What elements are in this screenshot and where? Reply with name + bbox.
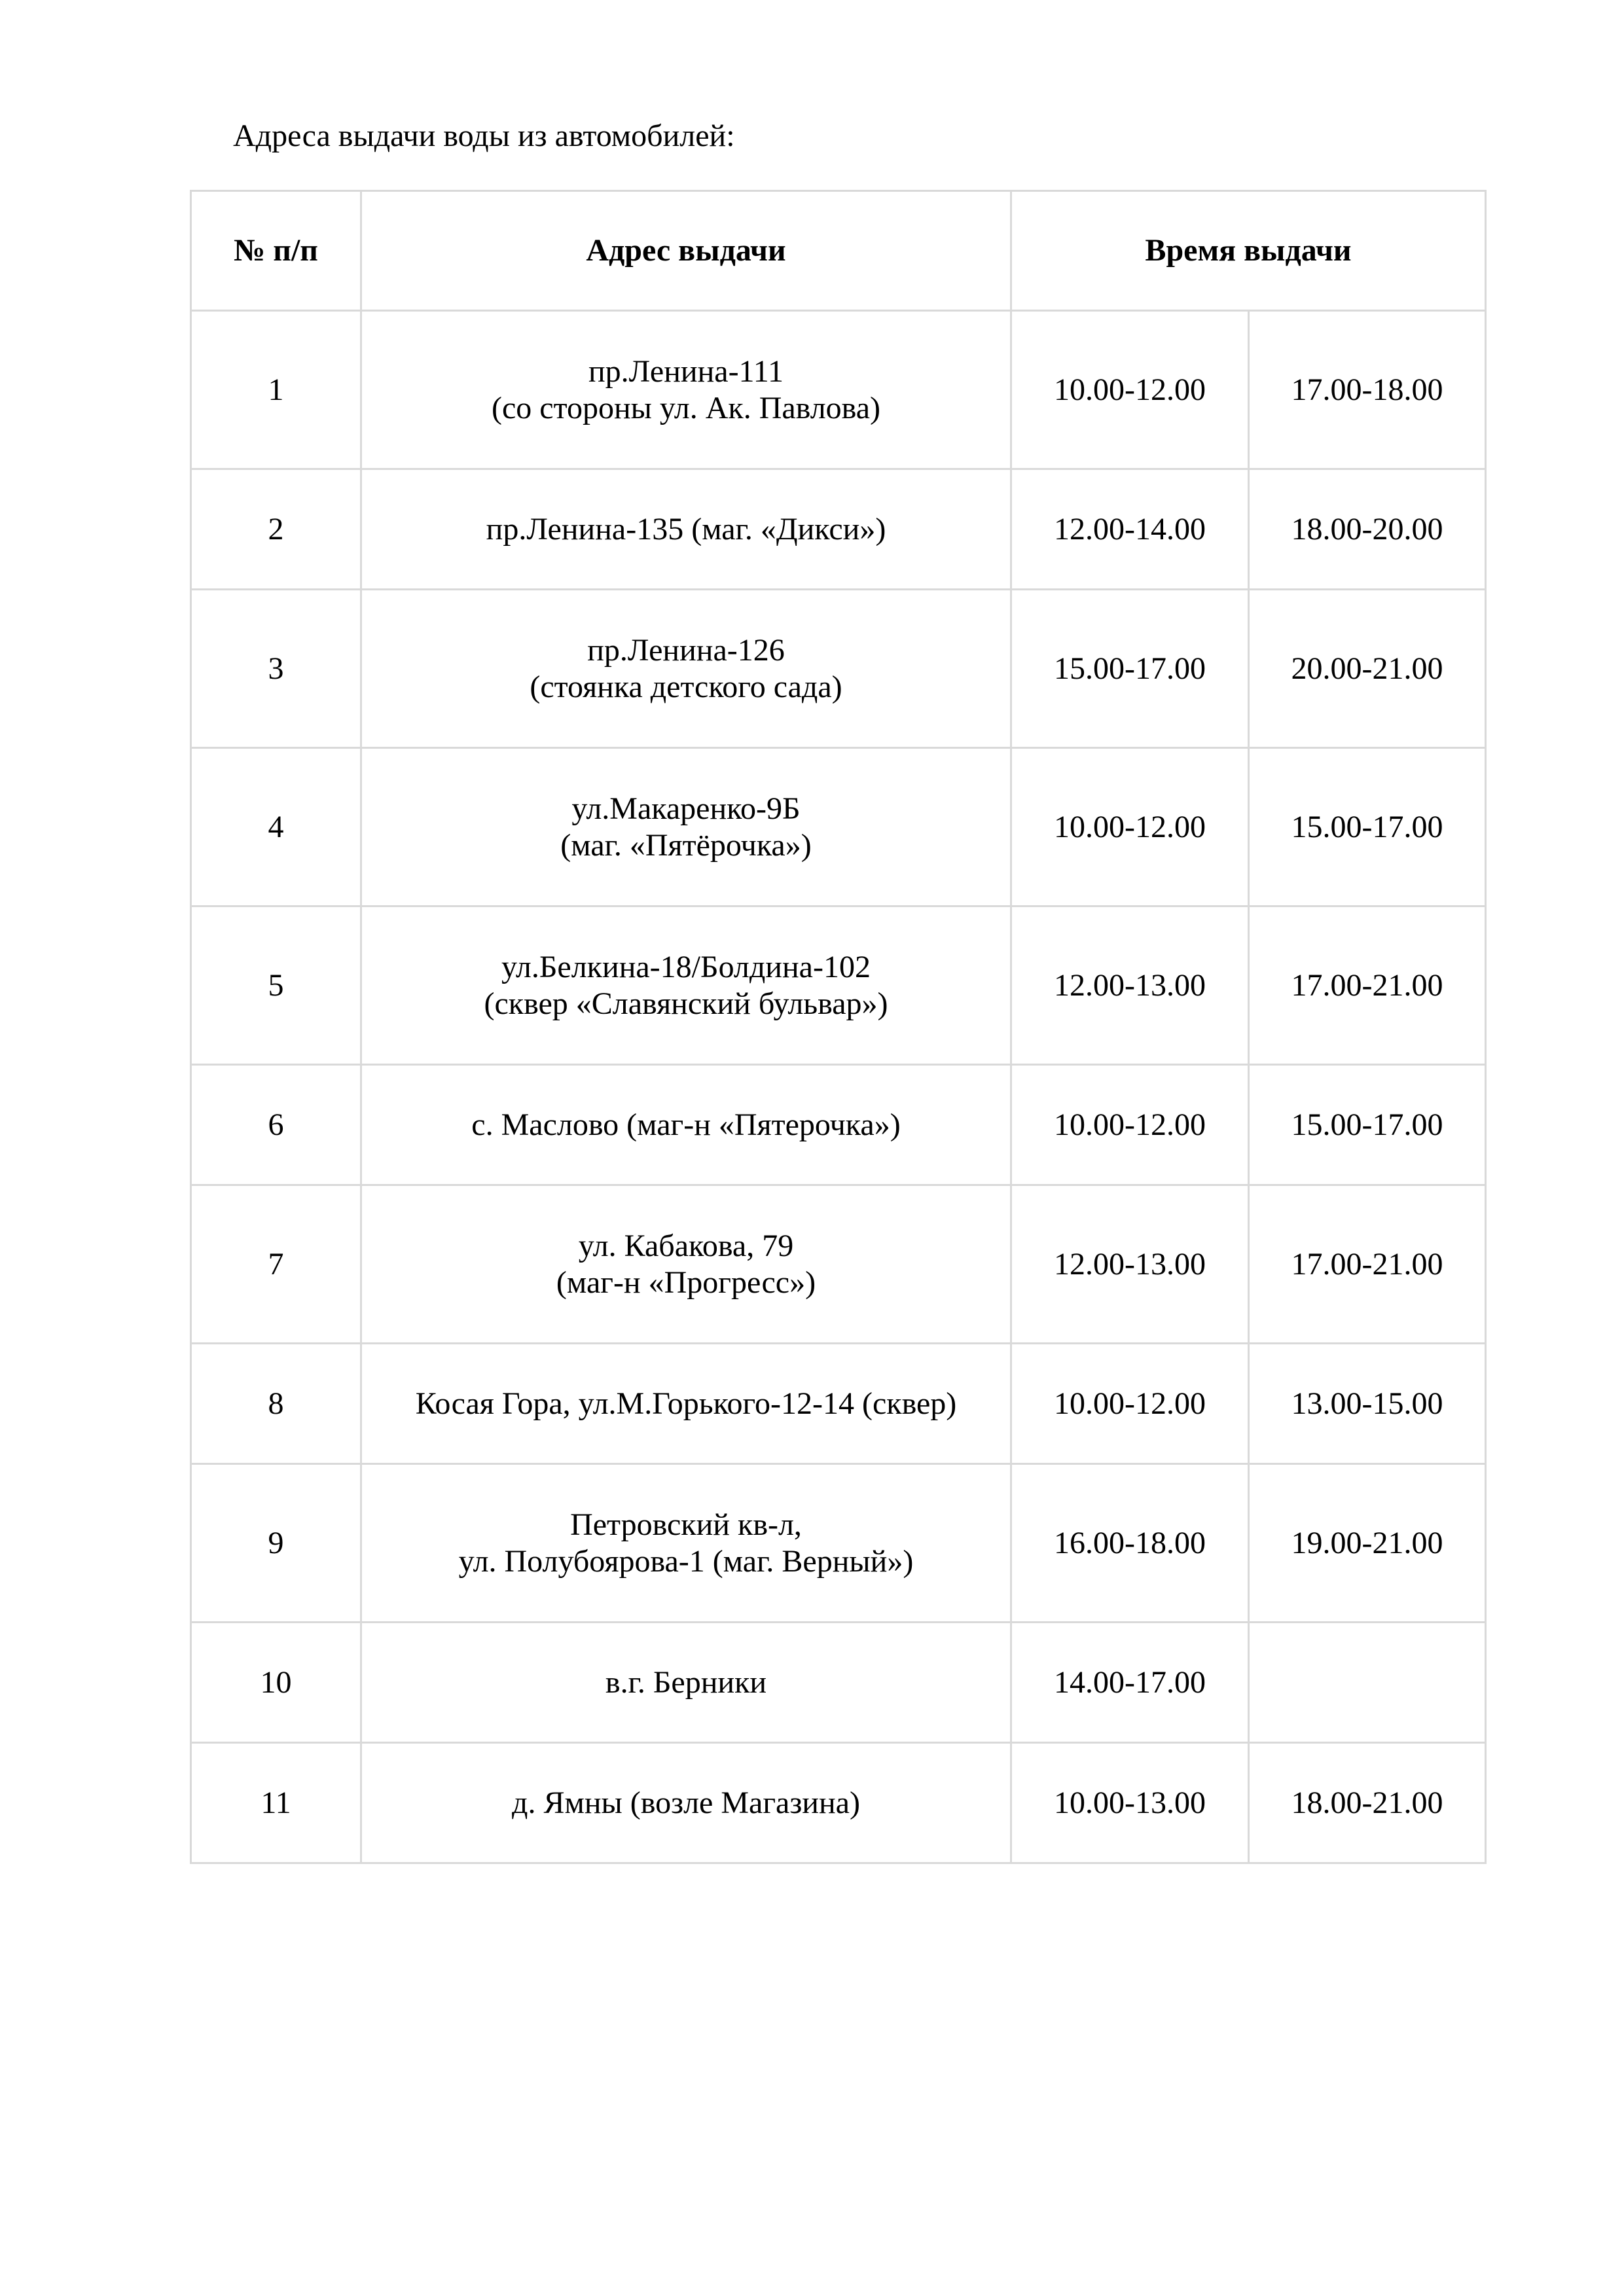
row-time-second: 15.00-17.00 <box>1249 1065 1486 1185</box>
row-time-first: 14.00-17.00 <box>1011 1623 1249 1743</box>
row-time-second: 18.00-20.00 <box>1249 469 1486 590</box>
row-time-second: 17.00-21.00 <box>1249 906 1486 1065</box>
row-number: 7 <box>191 1185 361 1344</box>
row-time-second: 17.00-18.00 <box>1249 311 1486 469</box>
table-row <box>191 1464 1486 1623</box>
address-line: (со стороны ул. Ак. Павлова) <box>492 390 880 425</box>
address-line: (маг-н «Прогресс») <box>556 1265 816 1300</box>
address-line: Косая Гора, ул.М.Горького-12-14 (сквер) <box>415 1386 957 1421</box>
table-row <box>191 1344 1486 1464</box>
address-line: (сквер «Славянский бульвар») <box>484 986 888 1021</box>
row-time-second: 20.00-21.00 <box>1249 590 1486 748</box>
table-row <box>191 1185 1486 1344</box>
table-body <box>191 311 1486 1863</box>
row-time-first: 10.00-12.00 <box>1011 1344 1249 1464</box>
table-row <box>191 1623 1486 1743</box>
row-time-second: 13.00-15.00 <box>1249 1344 1486 1464</box>
address-line: ул. Полубоярова-1 (маг. Верный») <box>458 1543 914 1579</box>
address-line: (стоянка детского сада) <box>530 669 842 704</box>
row-number: 3 <box>191 590 361 748</box>
table-row <box>191 590 1486 748</box>
row-time-first: 12.00-13.00 <box>1011 906 1249 1065</box>
address-line: пр.Ленина-126 <box>587 632 785 668</box>
row-number: 8 <box>191 1344 361 1464</box>
address-line: с. Маслово (маг-н «Пятерочка») <box>471 1107 901 1142</box>
address-line: д. Ямны (возле Магазина) <box>512 1785 860 1820</box>
address-line: (маг. «Пятёрочка») <box>560 827 812 863</box>
row-time-second: 17.00-21.00 <box>1249 1185 1486 1344</box>
table-row <box>191 1743 1486 1863</box>
header-number: № п/п <box>191 191 361 311</box>
row-time-first: 12.00-14.00 <box>1011 469 1249 590</box>
row-address <box>361 1464 1011 1623</box>
table-header-row <box>191 191 1486 311</box>
row-number: 6 <box>191 1065 361 1185</box>
address-line: ул.Макаренко-9Б <box>571 791 801 826</box>
row-address <box>361 469 1011 590</box>
row-address <box>361 1623 1011 1743</box>
address-line: ул. Кабакова, 79 <box>578 1228 794 1263</box>
table-row <box>191 311 1486 469</box>
row-address <box>361 1743 1011 1863</box>
table-row <box>191 1065 1486 1185</box>
row-number: 9 <box>191 1464 361 1623</box>
row-time-second: 18.00-21.00 <box>1249 1743 1486 1863</box>
row-time-first: 10.00-12.00 <box>1011 311 1249 469</box>
row-time-first: 10.00-12.00 <box>1011 748 1249 906</box>
row-time-first: 12.00-13.00 <box>1011 1185 1249 1344</box>
table-row <box>191 906 1486 1065</box>
water-distribution-table <box>190 190 1487 1864</box>
address-line: в.г. Берники <box>605 1664 767 1700</box>
row-address <box>361 748 1011 906</box>
row-time-first: 10.00-12.00 <box>1011 1065 1249 1185</box>
address-line: пр.Ленина-111 <box>588 353 784 389</box>
table-row <box>191 748 1486 906</box>
header-address: Адрес выдачи <box>361 191 1011 311</box>
row-address <box>361 906 1011 1065</box>
row-time-first: 15.00-17.00 <box>1011 590 1249 748</box>
row-address <box>361 1065 1011 1185</box>
row-number: 4 <box>191 748 361 906</box>
row-number: 2 <box>191 469 361 590</box>
page-heading: Адреса выдачи воды из автомобилей: <box>233 118 735 153</box>
address-line: ул.Белкина-18/Болдина-102 <box>501 949 871 984</box>
row-number: 10 <box>191 1623 361 1743</box>
row-address <box>361 590 1011 748</box>
address-line: Петровский кв-л, <box>570 1507 802 1542</box>
row-time-first: 10.00-13.00 <box>1011 1743 1249 1863</box>
row-time-first: 16.00-18.00 <box>1011 1464 1249 1623</box>
row-number: 1 <box>191 311 361 469</box>
row-time-second: 19.00-21.00 <box>1249 1464 1486 1623</box>
row-address <box>361 311 1011 469</box>
row-number: 11 <box>191 1743 361 1863</box>
row-address <box>361 1185 1011 1344</box>
header-time: Время выдачи <box>1011 191 1486 311</box>
row-number: 5 <box>191 906 361 1065</box>
table-row <box>191 469 1486 590</box>
row-time-second <box>1249 1623 1486 1743</box>
row-address <box>361 1344 1011 1464</box>
address-line: пр.Ленина-135 (маг. «Дикси») <box>486 511 886 547</box>
row-time-second: 15.00-17.00 <box>1249 748 1486 906</box>
